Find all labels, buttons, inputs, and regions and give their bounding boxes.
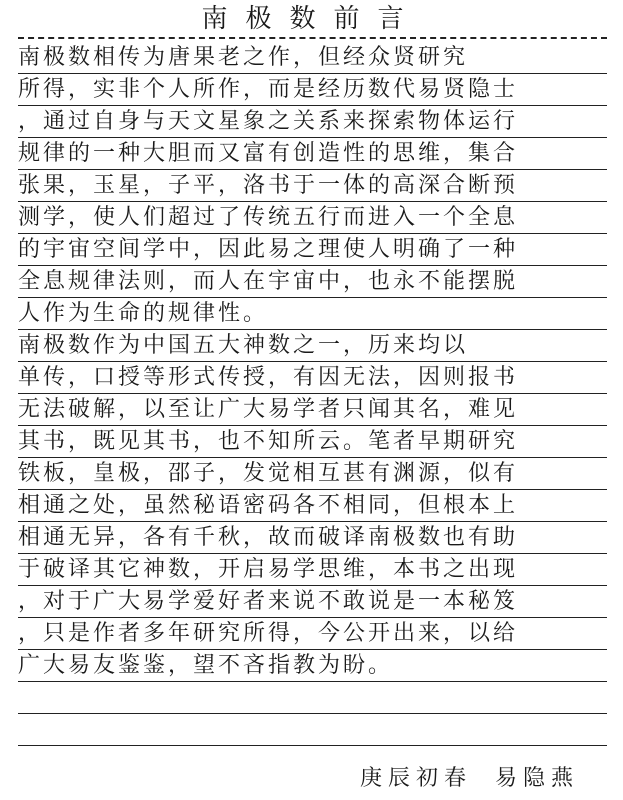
- text-line: ，对于广大易学爱好者来说不敢说是一本秘笈: [18, 586, 607, 618]
- text-line: ，通过自身与天文星象之关系来探索物体运行: [18, 106, 607, 138]
- text-line: 于破译其它神数，开启易学思维，本书之出现: [18, 554, 607, 586]
- text-line: 张果，玉星，子平，洛书于一体的高深合断预: [18, 170, 607, 202]
- text-line: [18, 714, 607, 746]
- text-line: 其书，既见其书，也不知所云。笔者早期研究: [18, 426, 607, 458]
- text-line: 铁板，皇极，邵子，发觉相互甚有渊源，似有: [18, 458, 607, 490]
- text-line: [18, 682, 607, 714]
- text-line: 广大易友鉴鉴，望不吝指教为盼。: [18, 650, 607, 682]
- text-line: 相通无异，各有千秋，故而破译南极数也有助: [18, 522, 607, 554]
- signature-date: 庚辰初春: [359, 766, 472, 791]
- text-line: 的宇宙空间学中，因此易之理使人明确了一种: [18, 234, 607, 266]
- text-line: 人作为生命的规律性。: [18, 298, 607, 330]
- text-line: 所得，实非个人所作，而是经历数代易贤隐士: [18, 74, 607, 106]
- signature-author: 易隐燕: [494, 766, 579, 791]
- signature: [360, 761, 579, 792]
- text-line: 单传，口授等形式传授，有因无法，因则报书: [18, 362, 607, 394]
- title-divider: [18, 37, 607, 39]
- text-line: 南极数作为中国五大神数之一，历来均以: [18, 330, 607, 362]
- text-line: 南极数相传为唐果老之作，但经众贤研究: [18, 42, 607, 74]
- page-title: 南极数前言: [201, 4, 422, 34]
- text-line: 测学，使人们超过了传统五行而进入一个全息: [18, 202, 607, 234]
- handwritten-body: [18, 42, 607, 800]
- text-line: 相通之处，虽然秘语密码各不相同，但根本上: [18, 490, 607, 522]
- text-line: ，只是作者多年研究所得，今公开出来，以给: [18, 618, 607, 650]
- text-line: 规律的一种大胆而又富有创造性的思维，集合: [18, 138, 607, 170]
- text-line: 无法破解，以至让广大易学者只闻其名，难见: [18, 394, 607, 426]
- text-line: 全息规律法则，而人在宇宙中，也永不能摆脱: [18, 266, 607, 298]
